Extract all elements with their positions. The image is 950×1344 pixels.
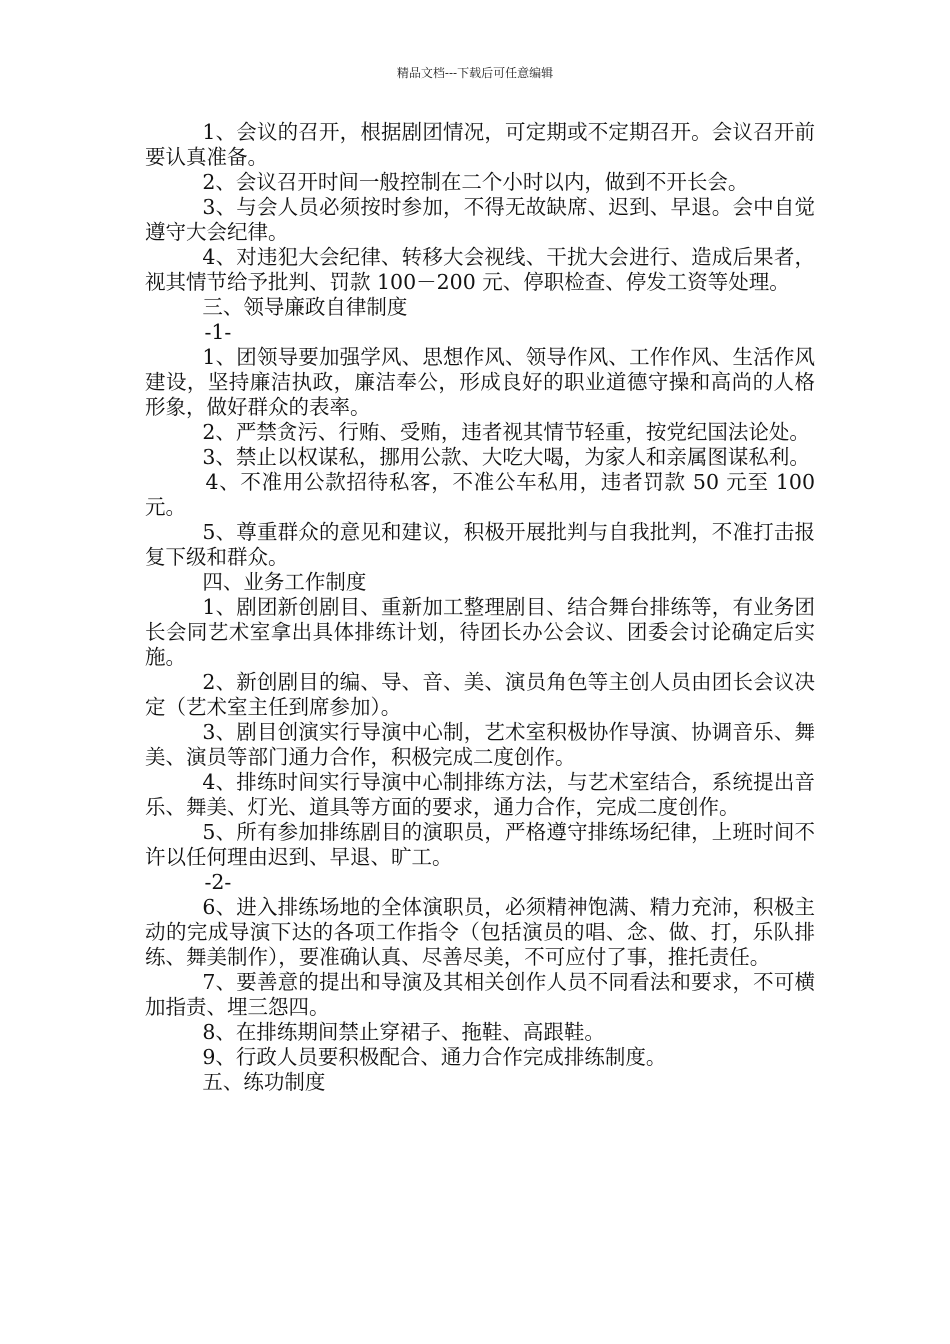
paragraph: 2、会议召开时间一般控制在二个小时以内，做到不开长会。 [202, 170, 749, 194]
section-heading: 五、练功制度 [202, 1070, 326, 1094]
paragraph: 9、行政人员要积极配合、通力合作完成排练制度。 [202, 1045, 667, 1069]
paragraph: 7、要善意的提出和导演及其相关创作人员不同看法和要求，不可横加指责、埋三怨四。 [145, 970, 815, 1019]
paragraph: 1、团领导要加强学风、思想作风、领导作风、工作作风、生活作风建设，坚持廉洁执政，廉洁奉公，形成良好的职业道德守操和高尚的人格形象，做好群众的表率。 [145, 345, 815, 419]
paragraph: 4、对违犯大会纪律、转移大会视线、干扰大会进行、造成后果者，视其情节给予批判、罚款 100－200 元、停职检查、停发工资等处理。 [145, 245, 815, 294]
paragraph: 6、进入排练场地的全体演职员，必须精神饱满、精力充沛，积极主动的完成导演下达的各项工作指令（包括演员的唱、念、做、打，乐队排练、舞美制作），要准确认真、尽善尽美，不可应付了事，推托责任。 [145, 895, 815, 969]
page-number: -1- [204, 320, 232, 344]
section-heading: 三、领导廉政自律制度 [202, 295, 408, 319]
page-header: 精品文档---下载后可任意编辑 [396, 66, 554, 80]
paragraph: 3、剧目创演实行导演中心制，艺术室积极协作导演、协调音乐、舞美、演员等部门通力合作，积极完成二度创作。 [145, 720, 815, 769]
document-body [145, 120, 815, 1095]
page-number: -2- [204, 870, 232, 894]
paragraph: 3、禁止以权谋私，挪用公款、大吃大喝，为家人和亲属图谋私利。 [202, 445, 810, 469]
paragraph: 1、剧团新创剧目、重新加工整理剧目、结合舞台排练等，有业务团长会同艺术室拿出具体排练计划，待团长办公会议、团委会讨论确定后实施。 [145, 595, 815, 669]
section-heading: 四、业务工作制度 [202, 570, 367, 594]
paragraph: 8、在排练期间禁止穿裙子、拖鞋、高跟鞋。 [202, 1020, 605, 1044]
paragraph: 5、尊重群众的意见和建议，积极开展批判与自我批判，不准打击报复下级和群众。 [145, 520, 815, 569]
paragraph: 1、会议的召开，根据剧团情况，可定期或不定期召开。会议召开前要认真准备。 [145, 120, 815, 169]
paragraph: 4、不准用公款招待私客，不准公车私用，违者罚款 50 元至 100 元。 [145, 470, 815, 519]
paragraph: 2、新创剧目的编、导、音、美、演员角色等主创人员由团长会议决定（艺术室主任到席参加）。 [145, 670, 815, 719]
paragraph: 3、与会人员必须按时参加，不得无故缺席、迟到、早退。会中自觉遵守大会纪律。 [145, 195, 815, 244]
paragraph: 2、严禁贪污、行贿、受贿，违者视其情节轻重，按党纪国法论处。 [202, 420, 810, 444]
paragraph: 4、排练时间实行导演中心制排练方法，与艺术室结合，系统提出音乐、舞美、灯光、道具等方面的要求，通力合作，完成二度创作。 [145, 770, 815, 819]
paragraph: 5、所有参加排练剧目的演职员，严格遵守排练场纪律，上班时间不许以任何理由迟到、早退、旷工。 [145, 820, 815, 869]
